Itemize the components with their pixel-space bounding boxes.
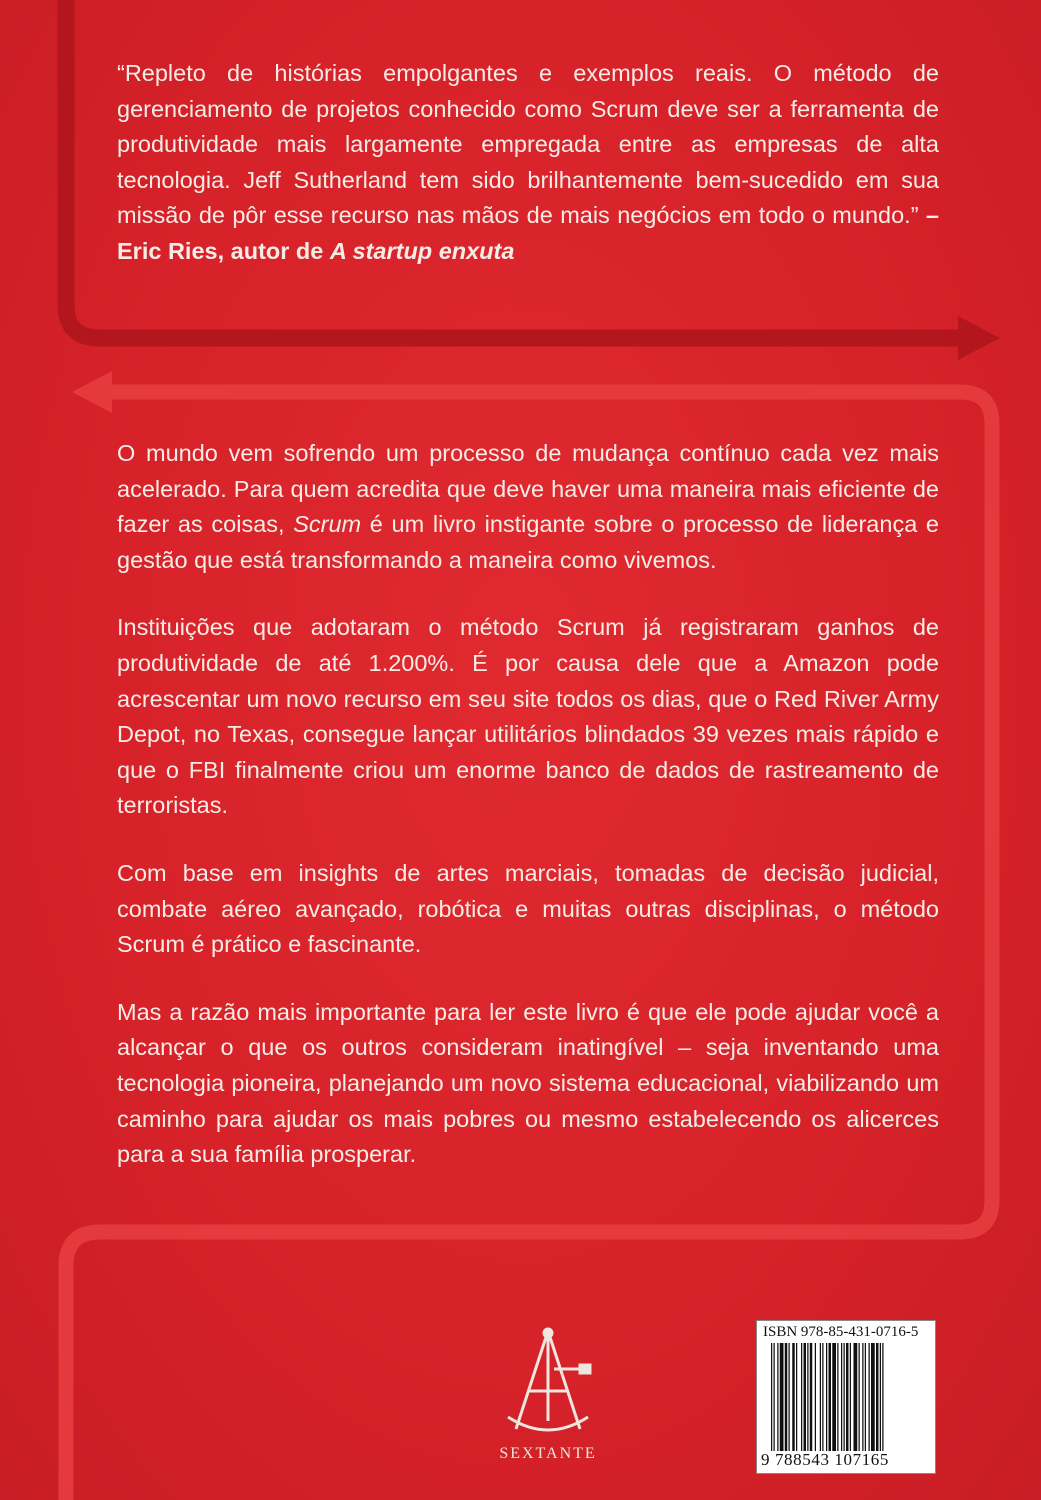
barcode-stripe: [862, 1343, 863, 1451]
publisher-name: SEXTANTE: [499, 1445, 597, 1462]
barcode-stripe: [882, 1343, 883, 1451]
barcode-stripe: [810, 1343, 813, 1451]
p1-italic-title: Scrum: [293, 511, 362, 538]
isbn-label: ISBN 978-85-431-0716-5: [763, 1324, 919, 1340]
p1-text-after: é um livro instigante sobre o processo de liderança e gestão que está transformando a maneira como vivemos.: [117, 511, 939, 573]
book-description: [117, 436, 939, 1205]
dark-arrow-head: [958, 316, 1000, 360]
barcode-stripe: [780, 1343, 784, 1451]
barcode-stripe: [801, 1343, 802, 1451]
barcode-stripe: [804, 1343, 807, 1451]
barcode-stripe: [822, 1343, 823, 1451]
barcode-stripe: [854, 1343, 858, 1451]
barcode-stripe: [829, 1343, 832, 1451]
description-paragraph-4: Mas a razão mais importante para ler este livro é que ele pode ajudar você a alcançar o que os outros consideram inatingível – seja inventando uma tecnologia pioneira, planejando um novo sistema educacional, viabilizando um caminho para ajudar os mais pobres ou mesmo estabelecendo os alicerces para a sua família prosperar.: [117, 998, 939, 1168]
barcode-stripe: [777, 1343, 778, 1451]
barcode-stripe: [844, 1343, 845, 1451]
barcode-stripe: [841, 1343, 842, 1451]
barcode-stripe: [774, 1343, 775, 1451]
barcode-stripe: [865, 1343, 866, 1451]
barcode-stripe: [850, 1343, 851, 1451]
barcode-stripe: [785, 1343, 788, 1451]
barcode-stripe: [789, 1343, 790, 1451]
quote-text: “Repleto de histórias empolgantes e exemplos reais. O método de gerenciamento de projetos conhecido como Scrum deve ser a ferramenta de produtividade mais largamente empregada entre as empresas de alta tecnologia. Jeff Sutherland tem sido brilhantemente bem-sucedido em sua missão de pôr esse recurso nas mãos de mais negócios em todo o mundo.”: [117, 60, 939, 229]
barcode-stripe: [815, 1343, 816, 1451]
publisher-logo: [488, 1325, 608, 1475]
barcode-stripe: [792, 1343, 795, 1451]
barcode-stripe: [807, 1343, 808, 1451]
quote-attribution: – Eric Ries, autor de: [117, 202, 939, 264]
description-paragraph-1: [117, 436, 939, 578]
isbn-barcode: [756, 1320, 936, 1474]
barcode-stripe: [826, 1343, 827, 1451]
light-arrow-head: [72, 371, 112, 413]
barcode-stripe: [871, 1343, 875, 1451]
barcode-stripe: [859, 1343, 860, 1451]
barcode-stripe: [820, 1343, 821, 1451]
p1-text-before: O mundo vem sofrendo um processo de mudança contínuo cada vez mais acelerado. Para quem acredita que deve haver uma maneira mais eficiente de fazer as coisas,: [117, 440, 939, 538]
barcode-stripe: [771, 1343, 772, 1451]
barcode-bars: [771, 1343, 927, 1451]
barcode-stripe: [846, 1343, 849, 1451]
endorsement-quote: [117, 56, 939, 270]
barcode-stripe: [832, 1343, 836, 1451]
sextant-icon: [488, 1325, 608, 1443]
quote-attribution-title: A startup enxuta: [329, 237, 515, 264]
barcode-stripe: [869, 1343, 870, 1451]
barcode-stripe: [880, 1343, 881, 1451]
barcode-stripe: [876, 1343, 879, 1451]
barcode-number: 9 788543 107165: [761, 1450, 889, 1469]
barcode-stripe: [796, 1343, 797, 1451]
description-paragraph-3: Com base em insights de artes marciais, tomadas de decisão judicial, combate aéreo avançado, robótica e muitas outras disciplinas, o método Scrum é prático e fascinante.: [117, 859, 939, 958]
description-paragraph-2: Instituições que adotaram o método Scrum já registraram ganhos de produtividade de até 1.200%. É por causa dele que a Amazon pode acrescentar um novo recurso em seu site todos os dias, que o Red River Army Depot, no Texas, consegue lançar utilitários blindados 39 vezes mais rápido e que o FBI finalmente criou um enorme banco de dados de rastreamento de terroristas.: [117, 614, 939, 819]
barcode-stripe: [837, 1343, 838, 1451]
